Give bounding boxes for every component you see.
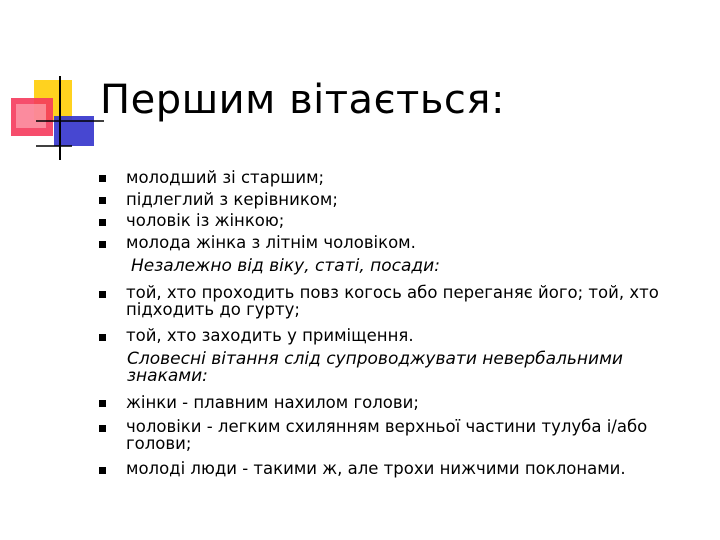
list-item: той, хто проходить повз когось або переганяє його; той, хто підходить до гурту; — [126, 283, 659, 319]
bullet-icon — [99, 175, 106, 182]
list-item: молода жінка з літнім чоловіком. — [126, 233, 416, 252]
bullet-icon — [99, 425, 106, 432]
list-item: молоді люди - такими ж, але трохи нижчими поклонами. — [126, 459, 626, 478]
list-item: жінки - плавним нахилом голови; — [126, 393, 419, 412]
bullet-icon — [99, 241, 106, 248]
list-item: молодший зі старшим; — [126, 168, 325, 187]
bullet-icon — [99, 334, 106, 341]
list-item: підлеглий з керівником; — [126, 190, 338, 209]
list-item: той, хто заходить у приміщення. — [126, 326, 414, 345]
list-item: чоловіки - легким схилянням верхньої частини тулуба і/або голови; — [126, 417, 648, 453]
slide-title: Першим вітається: — [100, 77, 505, 123]
bullet-icon — [99, 219, 106, 226]
bullet-icon — [99, 467, 106, 474]
bullet-icon — [99, 197, 106, 204]
bullet-icon — [99, 400, 106, 407]
list-item: чоловік із жінкою; — [126, 211, 285, 230]
section-heading: Незалежно від віку, статі, посади: — [131, 256, 440, 276]
bullet-icon — [99, 291, 106, 298]
section-heading: Словесні вітання слід супроводжувати невербальними знаками: — [127, 349, 623, 386]
